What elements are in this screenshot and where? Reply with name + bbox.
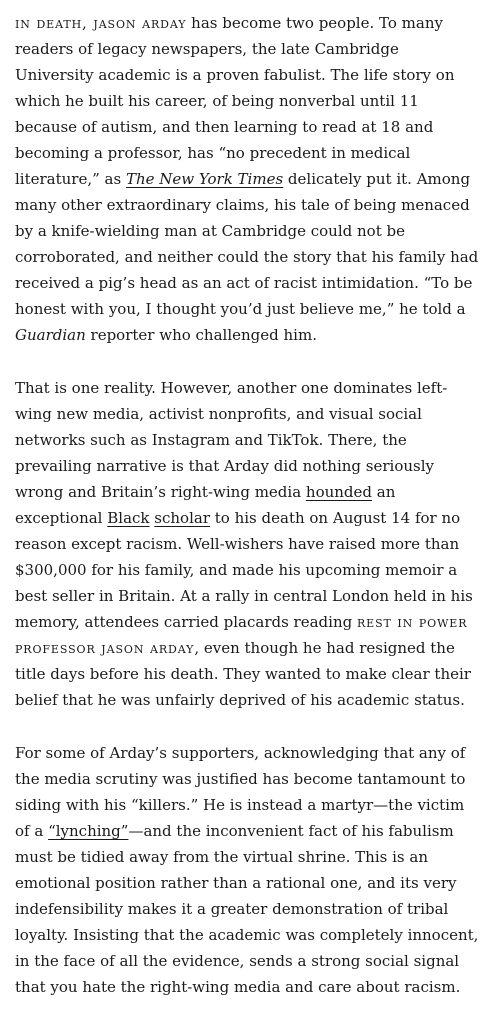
- article-body: [15, 10, 480, 1027]
- paragraph-2-text-d: to his death on August 14 for no reason except racism. Well-wishers have raised more than $300,000 for his family, and made his upcoming memoir a best seller in Britain. At a rally in central London held in his memory, attendees carried placards reading: [15, 509, 473, 631]
- paragraph-2: [15, 375, 480, 713]
- hounded-link[interactable]: hounded: [305, 483, 372, 501]
- scholar-link[interactable]: scholar: [154, 509, 210, 527]
- paragraph-1-text-b: delicately put it. Among many other extraordinary claims, his tale of being menaced by a knife-wielding man at Cambridge could not be corroborated, and neither could the story that his family had received a pig’s head as an act of racist intimidation. “To be honest with you, I thought you’d just believe me,” he told a: [15, 170, 479, 318]
- paragraph-2-text-e: , even though he had resigned the title days before his death. They wanted to make clear their belief that he was unfairly deprived of his academic status.: [15, 639, 471, 709]
- nyt-link[interactable]: The New York Times: [125, 170, 284, 188]
- lead-in: in death, jason arday: [15, 14, 187, 32]
- guardian-title: Guardian: [15, 326, 86, 344]
- paragraph-1: [15, 10, 480, 348]
- paragraph-1-text-c: reporter who challenged him.: [85, 326, 317, 344]
- paragraph-2-text-b: an exceptional: [15, 483, 396, 527]
- paragraph-1-text-a: has become two people. To many readers of legacy newspapers, the late Cambridge University academic is a proven fabulist. The life story on which he built his career, of being nonverbal until 11 because of autism, and then learning to read at 18 and becoming a professor, has “no precedent in medical literature,” as: [15, 14, 455, 188]
- black-link[interactable]: Black: [107, 509, 150, 527]
- paragraph-3-text-a: For some of Arday’s supporters, acknowledging that any of the media scrutiny was justified has become tantamount to siding with his “killers.” He is instead a martyr—the victim of a: [15, 744, 466, 840]
- placard-text: rest in power professor jason arday: [15, 613, 468, 657]
- paragraph-3-text-b: —and the inconvenient fact of his fabulism must be tidied away from the virtual shrine. This is an emotional position rather than a rational one, and its very indefensibility makes it a greater demonstration of tribal loyalty. Insisting that the academic was completely innocent, in the face of all the evidence, sends a strong social signal that you hate the right-wing media and care about racism.: [15, 822, 479, 996]
- paragraph-3: [15, 740, 480, 1000]
- paragraph-2-text-a: That is one reality. However, another one dominates left-wing new media, activist nonprofits, and visual social networks such as Instagram and TikTok. There, the prevailing narrative is that Arday did nothing seriously wrong and Britain’s right-wing media: [15, 379, 448, 501]
- lynching-link[interactable]: “lynching”: [48, 822, 129, 840]
